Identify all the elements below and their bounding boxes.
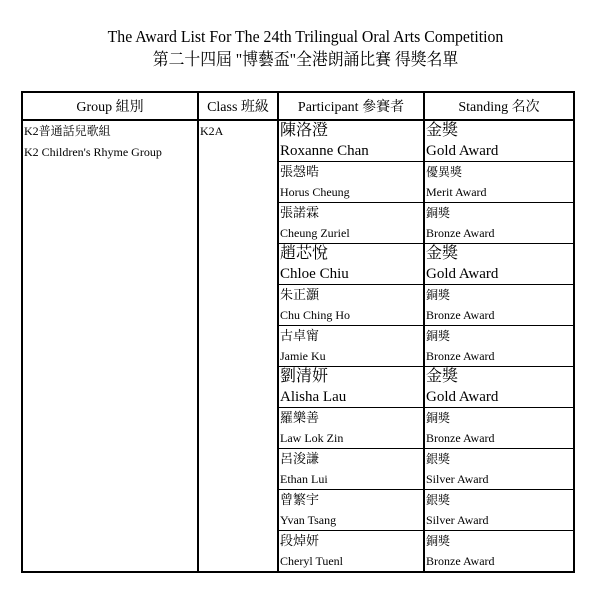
participant-name-english: Jamie Ku — [280, 349, 326, 363]
participant-name-chinese: 陳洛澄 — [280, 122, 329, 139]
award-name-chinese: 銅獎 — [426, 534, 451, 548]
participant-cell — [278, 531, 424, 573]
participant-name-english: Alisha Lau — [280, 389, 347, 405]
participant-name-chinese: 曾繁宇 — [280, 492, 320, 507]
award-name-english: Bronze Award — [426, 226, 495, 240]
participant-name-chinese: 張愨晧 — [280, 164, 320, 179]
participant-name-english: Cheung Zuriel — [280, 226, 350, 240]
group-cell — [22, 120, 198, 572]
participant-cell — [278, 162, 424, 203]
award-name-chinese: 銅獎 — [426, 206, 451, 220]
award-name-english: Silver Award — [426, 513, 489, 527]
participant-name-english: Chloe Chiu — [280, 266, 349, 282]
award-name-english: Gold Award — [426, 389, 499, 405]
award-table — [21, 91, 575, 573]
standing-cell — [424, 408, 574, 449]
standing-cell — [424, 449, 574, 490]
participant-cell — [278, 490, 424, 531]
award-name-chinese: 銅獎 — [426, 411, 451, 425]
participant-name-english: Roxanne Chan — [280, 143, 369, 159]
award-name-english: Bronze Award — [426, 431, 495, 445]
participant-name-english: Horus Cheung — [280, 185, 350, 199]
standing-cell — [424, 244, 574, 285]
group-name-chinese: K2普通話兒歌組 — [24, 124, 111, 138]
participant-cell — [278, 203, 424, 244]
award-name-chinese: 金獎 — [426, 245, 459, 262]
table-body — [22, 120, 574, 572]
award-name-english: Bronze Award — [426, 554, 495, 568]
award-name-english: Gold Award — [426, 266, 499, 282]
participant-name-english: Chu Ching Ho — [280, 308, 351, 322]
header-participant: Participant 參賽者 — [278, 92, 424, 120]
standing-cell — [424, 120, 574, 162]
participant-name-chinese: 張諾霖 — [280, 205, 320, 220]
award-name-english: Bronze Award — [426, 308, 495, 322]
award-name-chinese: 優異獎 — [426, 165, 463, 179]
award-name-english: Merit Award — [426, 185, 487, 199]
participant-cell — [278, 120, 424, 162]
participant-name-chinese: 朱正灝 — [280, 287, 320, 302]
award-name-chinese: 銀獎 — [426, 452, 451, 466]
standing-cell — [424, 367, 574, 408]
header-class: Class 班級 — [198, 92, 278, 120]
standing-cell — [424, 326, 574, 367]
header-group: Group 組別 — [22, 92, 198, 120]
participant-name-chinese: 古卓甯 — [280, 328, 320, 343]
participant-cell — [278, 367, 424, 408]
participant-cell — [278, 326, 424, 367]
standing-cell — [424, 531, 574, 573]
participant-name-english: Law Lok Zin — [280, 431, 344, 445]
group-name-english: K2 Children's Rhyme Group — [24, 145, 162, 159]
participant-name-chinese: 羅樂善 — [280, 410, 320, 425]
award-name-chinese: 銅獎 — [426, 288, 451, 302]
participant-cell — [278, 244, 424, 285]
standing-cell — [424, 162, 574, 203]
award-name-chinese: 金獎 — [426, 122, 459, 139]
participant-name-chinese: 趙芯悅 — [280, 245, 329, 262]
document-title-chinese: 第二十四屆 "博藝盃"全港朗誦比賽 得獎名單 — [152, 50, 459, 69]
award-name-english: Bronze Award — [426, 349, 495, 363]
award-name-english: Gold Award — [426, 143, 499, 159]
award-name-chinese: 銀獎 — [426, 493, 451, 507]
participant-name-english: Yvan Tsang — [280, 513, 337, 527]
participant-name-chinese: 劉清妍 — [280, 368, 329, 385]
table-row — [22, 120, 574, 162]
participant-name-english: Cheryl Tuenl — [280, 554, 344, 568]
standing-cell — [424, 490, 574, 531]
award-name-english: Silver Award — [426, 472, 489, 486]
class-name: K2A — [200, 124, 224, 138]
participant-cell — [278, 408, 424, 449]
participant-name-chinese: 呂浚謙 — [280, 451, 320, 466]
participant-cell — [278, 285, 424, 326]
standing-cell — [424, 285, 574, 326]
participant-cell — [278, 449, 424, 490]
award-name-chinese: 銅獎 — [426, 329, 451, 343]
header-standing: Standing 名次 — [424, 92, 574, 120]
participant-name-english: Ethan Lui — [280, 472, 328, 486]
document-title-english: The Award List For The 24th Trilingual Oral Arts Competition — [107, 27, 504, 46]
award-name-chinese: 金獎 — [426, 368, 459, 385]
table-header-row — [22, 92, 574, 120]
class-cell — [198, 120, 278, 572]
participant-name-chinese: 段焯妍 — [280, 533, 320, 548]
standing-cell — [424, 203, 574, 244]
